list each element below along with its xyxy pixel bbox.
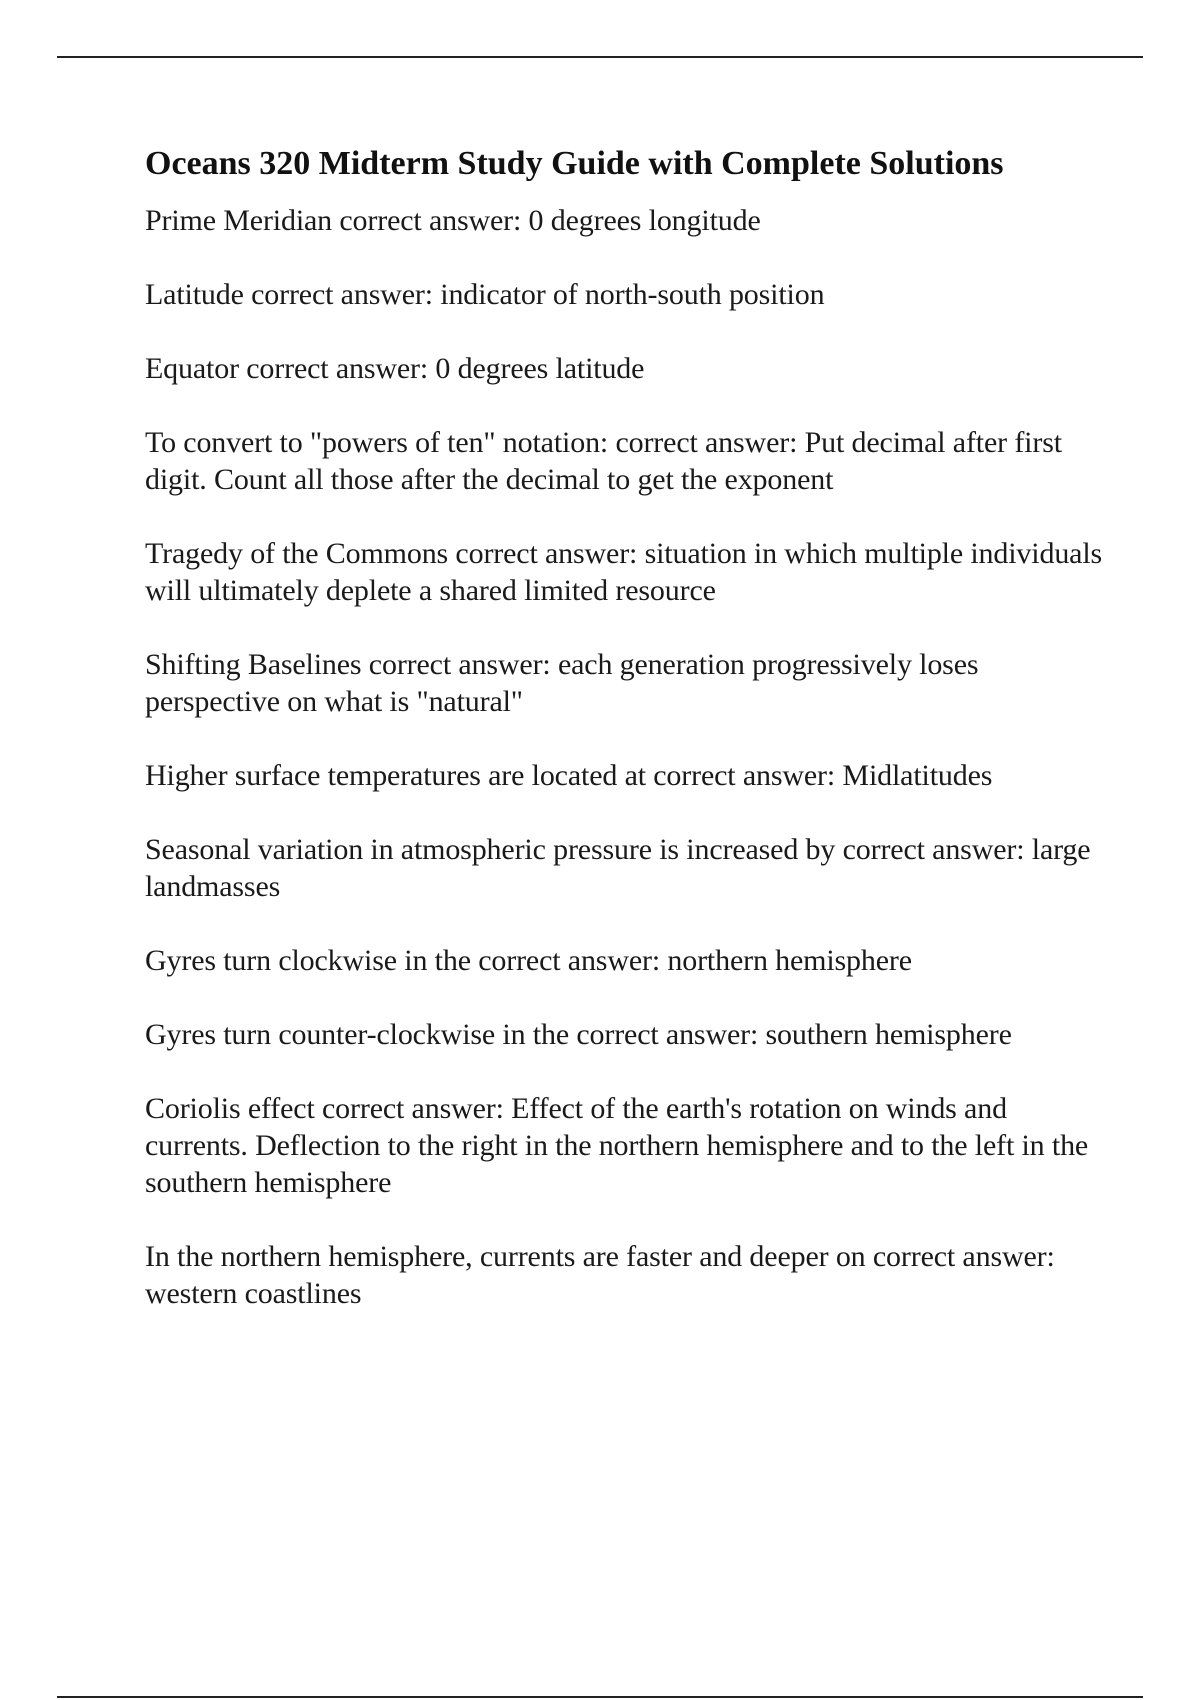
qa-text: Gyres turn clockwise in the correct answer: northern hemisphere — [145, 944, 912, 977]
qa-item-tragedy-of-commons — [145, 535, 1110, 609]
qa-item-equator — [145, 350, 1105, 387]
qa-text: Coriolis effect correct answer: Effect of the earth's rotation on winds and currents. Deflection to the right in the northern hemisphere and to the left in the southern hemisphere — [145, 1092, 1096, 1199]
qa-item-coriolis-effect — [145, 1090, 1105, 1201]
qa-text: Prime Meridian correct answer: 0 degrees longitude — [145, 204, 761, 237]
document-body — [145, 144, 1110, 1349]
document-title: Oceans 320 Midterm Study Guide with Complete Solutions — [145, 145, 1004, 182]
qa-item-gyres-clockwise — [145, 942, 1105, 979]
qa-text: Gyres turn counter-clockwise in the correct answer: southern hemisphere — [145, 1018, 1012, 1051]
bottom-divider — [57, 1696, 1143, 1698]
qa-text: Latitude correct answer: indicator of north-south position — [145, 278, 825, 311]
qa-text: To convert to "powers of ten" notation: correct answer: Put decimal after first digit. Count all those after the decimal to get the exponent — [145, 426, 1070, 496]
qa-text: Higher surface temperatures are located at correct answer: Midlatitudes — [145, 759, 993, 792]
qa-item-prime-meridian — [145, 202, 1105, 239]
qa-text: In the northern hemisphere, currents are faster and deeper on correct answer: western coastlines — [145, 1240, 1063, 1310]
qa-item-gyres-counter-clockwise — [145, 1016, 1105, 1053]
qa-text: Shifting Baselines correct answer: each generation progressively loses perspective on what is "natural" — [145, 648, 986, 718]
qa-item-surface-temperatures — [145, 757, 1105, 794]
qa-item-northern-currents — [145, 1238, 1105, 1312]
top-divider — [57, 56, 1143, 58]
qa-item-powers-of-ten — [145, 424, 1105, 498]
qa-item-seasonal-variation — [145, 831, 1105, 905]
qa-item-shifting-baselines — [145, 646, 1105, 720]
qa-text: Seasonal variation in atmospheric pressure is increased by correct answer: large landmasses — [145, 833, 1098, 903]
qa-text: Equator correct answer: 0 degrees latitude — [145, 352, 645, 385]
qa-text: Tragedy of the Commons correct answer: situation in which multiple individuals will ultimately deplete a shared limited resource — [145, 537, 1110, 607]
qa-item-latitude — [145, 276, 1105, 313]
qa-list — [145, 202, 1110, 1312]
